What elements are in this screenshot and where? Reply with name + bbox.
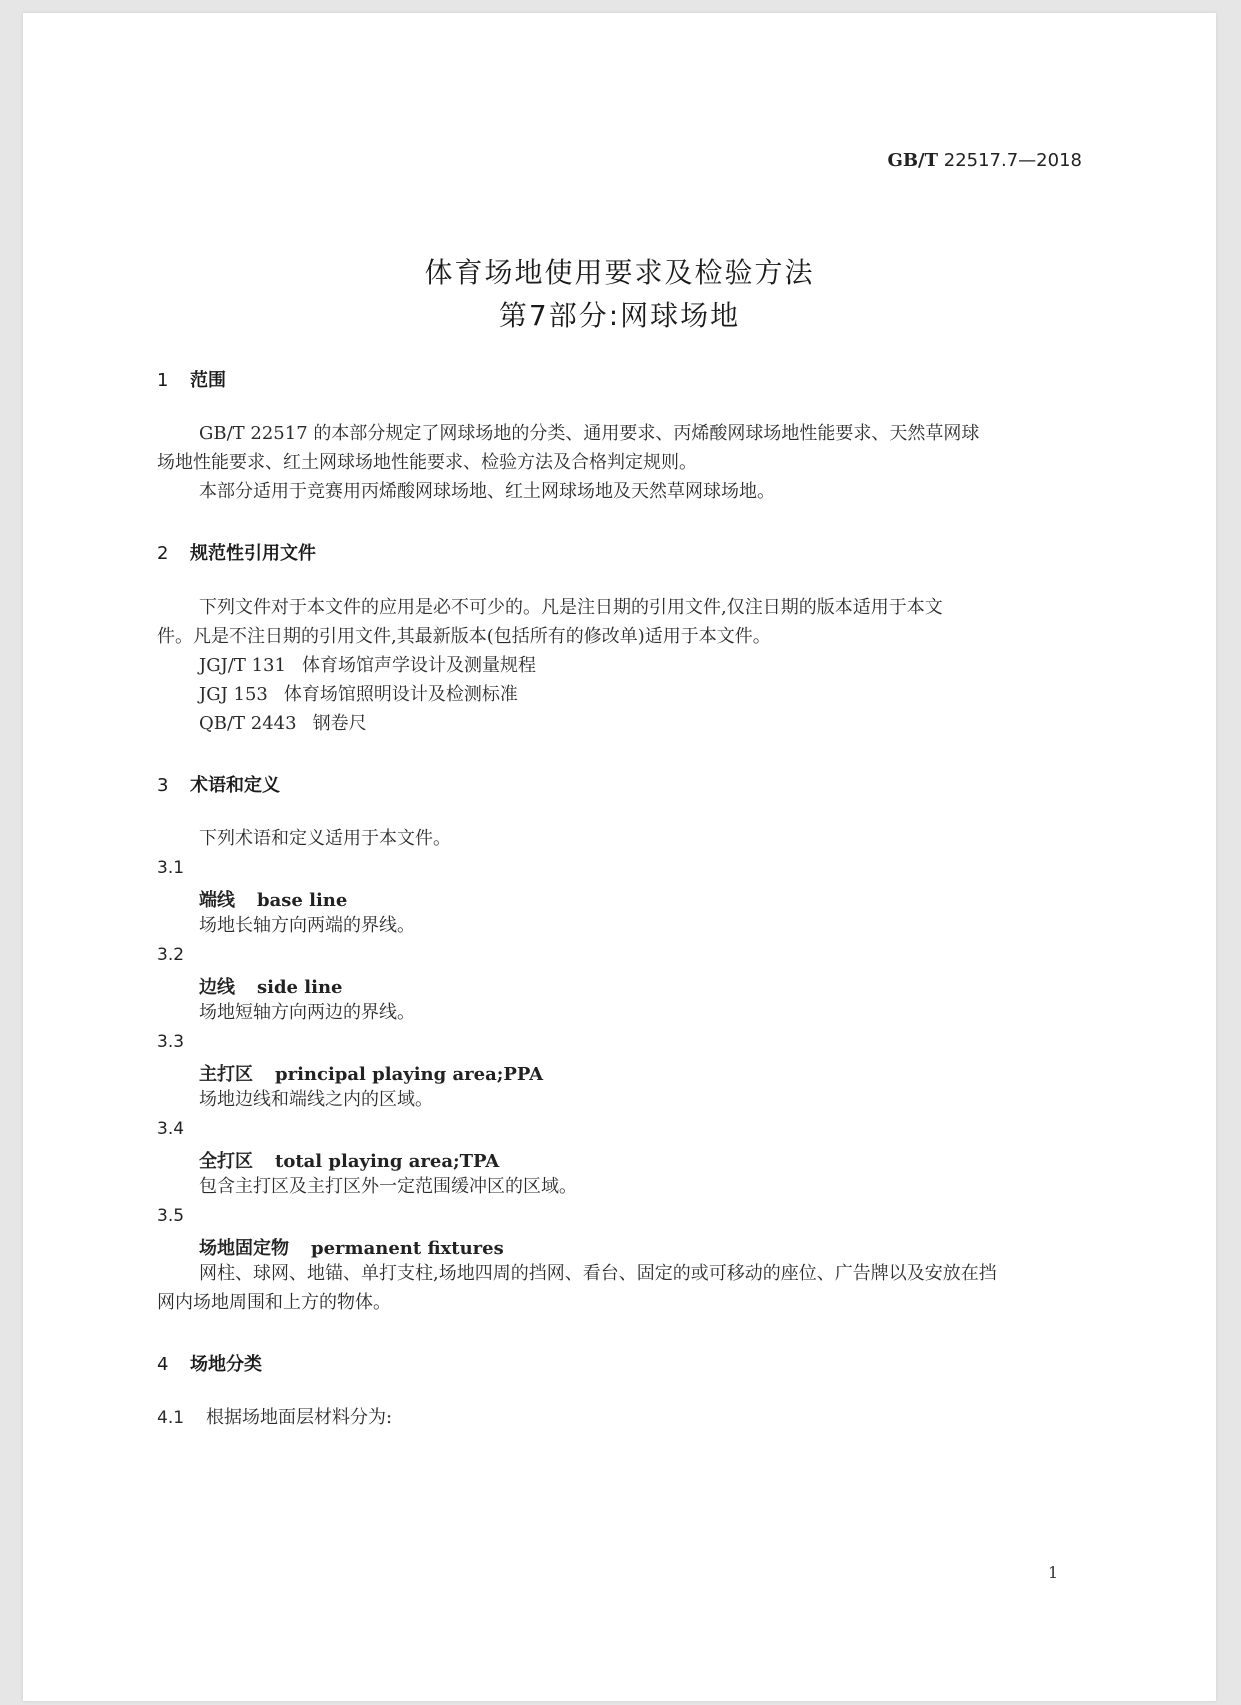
term-number: 3.3 [157,1032,185,1052]
reference-item: QB/T 2443 钢卷尺 [199,713,367,734]
term-definition: 场地边线和端线之内的区域。 [199,1089,433,1110]
reference-item: JGJ/T 131 体育场馆声学设计及测量规程 [199,655,536,676]
standard-code: GB/T 22517.7—2018 [887,150,1082,171]
scope-applicability: 本部分适用于竞赛用丙烯酸网球场地、红土网球场地及天然草网球场地。 [199,481,775,502]
terms-intro: 下列术语和定义适用于本文件。 [199,828,451,849]
section-heading-normative: 2 规范性引用文件 [157,543,316,564]
term-entry: 全打区 total playing area;TPA [199,1151,500,1172]
reference-item: JGJ 153 体育场馆照明设计及检测标准 [199,684,518,705]
document-page [23,13,1216,1701]
normative-intro-line: 下列文件对于本文件的应用是必不可少的。凡是注日期的引用文件,仅注日期的版本适用于本文 [199,597,943,618]
term-definition: 场地长轴方向两端的界线。 [199,915,415,936]
normative-intro-line: 件。凡是不注日期的引用文件,其最新版本(包括所有的修改单)适用于本文件。 [157,626,771,647]
term-entry: 边线 side line [199,977,343,998]
term-number: 3.2 [157,945,185,965]
document-subtitle: 第7部分:网球场地 [498,299,741,332]
term-definition: 包含主打区及主打区外一定范围缓冲区的区域。 [199,1176,577,1197]
term-definition: 网内场地周围和上方的物体。 [157,1292,391,1313]
classification-clause: 4.1 根据场地面层材料分为: [157,1407,393,1428]
term-entry: 场地固定物 permanent fixtures [199,1238,504,1259]
term-definition: 场地短轴方向两边的界线。 [199,1002,415,1023]
term-number: 3.1 [157,858,185,878]
term-number: 3.5 [157,1206,185,1226]
section-heading-scope: 1 范围 [157,370,226,391]
document-title: 体育场地使用要求及检验方法 [424,256,815,289]
section-heading-classification: 4 场地分类 [157,1354,262,1375]
term-entry: 端线 base line [199,890,348,911]
term-definition: 网柱、球网、地锚、单打支柱,场地四周的挡网、看台、固定的或可移动的座位、广告牌以及安放在挡 [199,1263,997,1284]
term-entry: 主打区 principal playing area;PPA [199,1064,544,1085]
scope-paragraph-line: GB/T 22517 的本部分规定了网球场地的分类、通用要求、丙烯酸网球场地性能要求、天然草网球 [199,423,980,444]
page-number: 1 [1048,1563,1059,1582]
term-number: 3.4 [157,1119,185,1139]
section-heading-terms: 3 术语和定义 [157,775,280,796]
scope-paragraph-line: 场地性能要求、红土网球场地性能要求、检验方法及合格判定规则。 [157,452,697,473]
